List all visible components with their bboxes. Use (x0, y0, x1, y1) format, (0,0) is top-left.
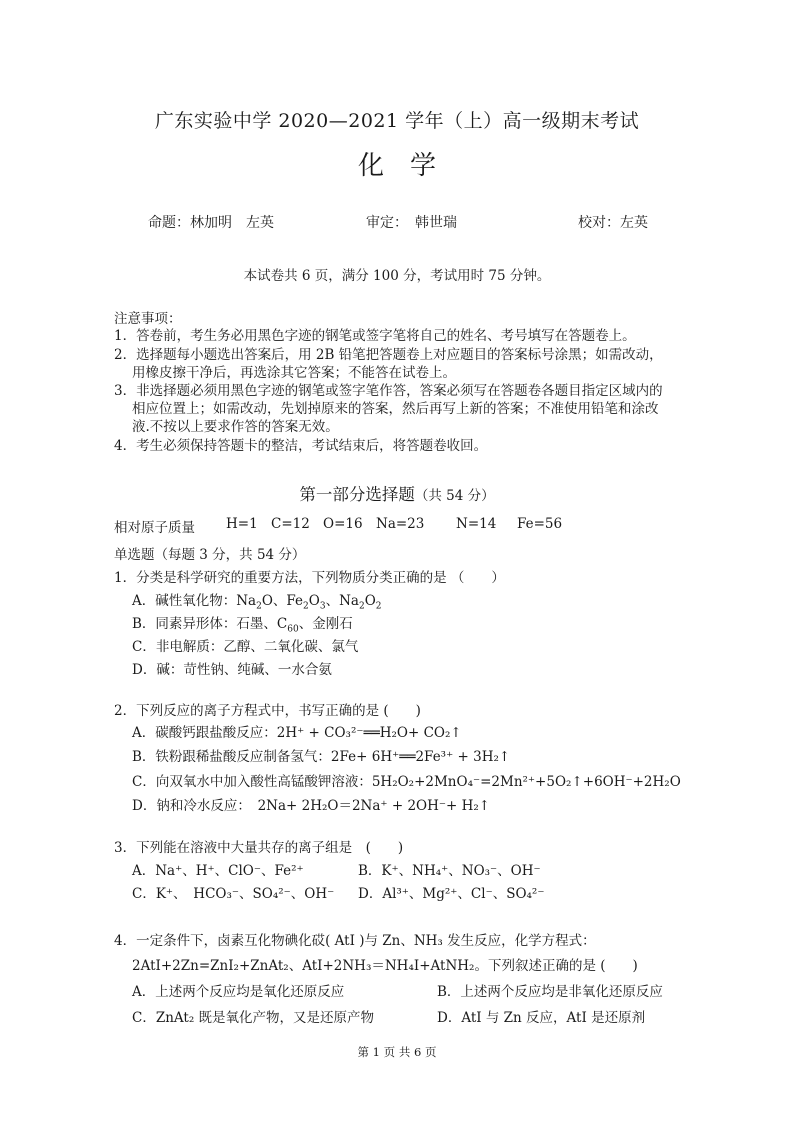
question-4-option-d: D．AtI 与 Zn 反应，AtI 是还原剂 (437, 1010, 646, 1026)
opt-text: 、金刚石 (298, 616, 353, 632)
note-line: 用橡皮擦干净后，再选涂其它答案；不能答在试卷上。 (132, 365, 456, 381)
note-line: 4．考生必须保持答题卡的整洁，考试结束后，将答题卷收回。 (114, 438, 488, 454)
opt-text: O (308, 593, 320, 609)
exam-info: 本试卷共 6 页，满分 100 分，考试用时 75 分钟。 (243, 268, 551, 284)
section-title (0, 481, 794, 505)
question-3-stem: 3．下列能在溶液中大量共存的离子组是 ( ) (114, 840, 404, 856)
setter: 命题：林加明 左英 (148, 215, 274, 231)
subject-title: 化学 (357, 151, 462, 181)
question-1-option-d: D．碱：苛性钠、纯碱、一水合氨 (132, 662, 332, 678)
question-4-stem: 4．一定条件下，卤素互化物碘化砹( AtI )与 Zn、NH₃ 发生反应，化学方程式： (114, 933, 596, 949)
opt-text: 、Na (325, 593, 359, 609)
atomic-mass: C=12 (271, 516, 310, 532)
reviewer: 审定： 韩世瑞 (366, 215, 457, 231)
opt-text: A．碱性氧化物：Na (132, 593, 257, 609)
question-4-option-a: A．上述两个反应均是氧化还原反应 (132, 984, 345, 1000)
section-score: （共 54 分） (414, 488, 495, 504)
question-1-option-a: A．碱性氧化物：$Na_2O$、$Fe_2O_3$、$Na_2O_2$ (132, 593, 382, 612)
question-1-stem: 1．分类是科学研究的重要方法，下列物质分类正确的是 （ ） (114, 570, 505, 586)
section-name: 第一部分选择题 (299, 485, 415, 504)
note-line: 3．非选择题必须用黑色字迹的钢笔或签字笔作答，答案必须写在答题卷各题目指定区域内的 (114, 383, 663, 399)
question-1-option-b (132, 612, 353, 635)
question-2-option-c: C．向双氧水中加入酸性高锰酸钾溶液：5H₂O₂+2MnO₄⁻=2Mn²⁺+5O₂↑+6OH⁻+2H₂O (132, 774, 681, 790)
question-2-option-a: A．碳酸钙跟盐酸反应：2H⁺ + CO₃²⁻══H₂O+ CO₂↑ (132, 725, 462, 741)
atomic-mass: Na=23 (376, 516, 425, 532)
atomic-mass: O=16 (323, 516, 363, 532)
question-3-option-b: B．K⁺、NH₄⁺、NO₃⁻、OH⁻ (358, 863, 541, 879)
atomic-mass: Fe=56 (517, 516, 563, 532)
note-line: 2．选择题每小题选出答案后，用 2B 铅笔把答题卷上对应题目的答案标号涂黑；如需改动， (114, 347, 663, 363)
opt-text: O、Fe (261, 593, 304, 609)
question-3-option-d: D．Al³⁺、Mg²⁺、Cl⁻、SO₄²⁻ (358, 886, 545, 902)
question-4-option-c: C．ZnAt₂ 既是氧化产物，又是还原产物 (132, 1010, 375, 1026)
single-choice-heading: 单选题（每题 3 分，共 54 分） (114, 547, 306, 563)
question-2-option-b: B．铁粉跟稀盐酸反应制备氢气：2Fe+ 6H⁺══2Fe³⁺ + 3H₂↑ (132, 749, 511, 765)
opt-sub: 60 (287, 624, 299, 635)
question-3-option-c: C．K⁺、 HCO₃⁻、SO₄²⁻、OH⁻ (132, 886, 335, 902)
opt-text: O (364, 593, 376, 609)
question-3-option-a: A．Na⁺、H⁺、ClO⁻、Fe²⁺ (132, 863, 304, 879)
question-4-option-b: B．上述两个反应均是非氧化还原反应 (437, 984, 663, 1000)
page-footer: 第 1 页 共 6 页 (357, 1045, 437, 1059)
note-line: 液.不按以上要求作答的答案无效。 (132, 419, 339, 435)
atomic-mass: H=1 (226, 516, 258, 532)
question-2-option-d: D．钠和冷水反应： 2Na+ 2H₂O＝2Na⁺ + 2OH⁻+ H₂↑ (132, 798, 491, 814)
atomic-mass: N=14 (456, 516, 497, 532)
atomic-mass-label: 相对原子质量 (114, 520, 195, 536)
note-line: 1．答卷前，考生务必用黑色字迹的钢笔或签字笔将自己的姓名、考号填写在答题卷上。 (114, 328, 636, 344)
notes-heading: 注意事项： (114, 311, 182, 327)
opt-text: B．同素异形体：石墨、C (132, 616, 288, 632)
exam-title: 广东实验中学 2020—2021 学年（上）高一级期末考试 (154, 110, 640, 132)
note-line: 相应位置上；如需改动，先划掉原来的答案，然后再写上新的答案；不准使用铅笔和涂改 (132, 401, 659, 417)
question-1-option-c: C．非电解质：乙醇、二氧化碳、氯气 (132, 639, 359, 655)
proofreader: 校对：左英 (578, 215, 648, 231)
question-2-stem: 2．下列反应的离子方程式中，书写正确的是 ( ) (114, 703, 421, 719)
question-4-equation: 2AtI+2Zn=ZnI₂+ZnAt₂、AtI+2NH₃＝NH₄I+AtNH₂。下列叙述正确的是 ( ) (132, 958, 638, 974)
